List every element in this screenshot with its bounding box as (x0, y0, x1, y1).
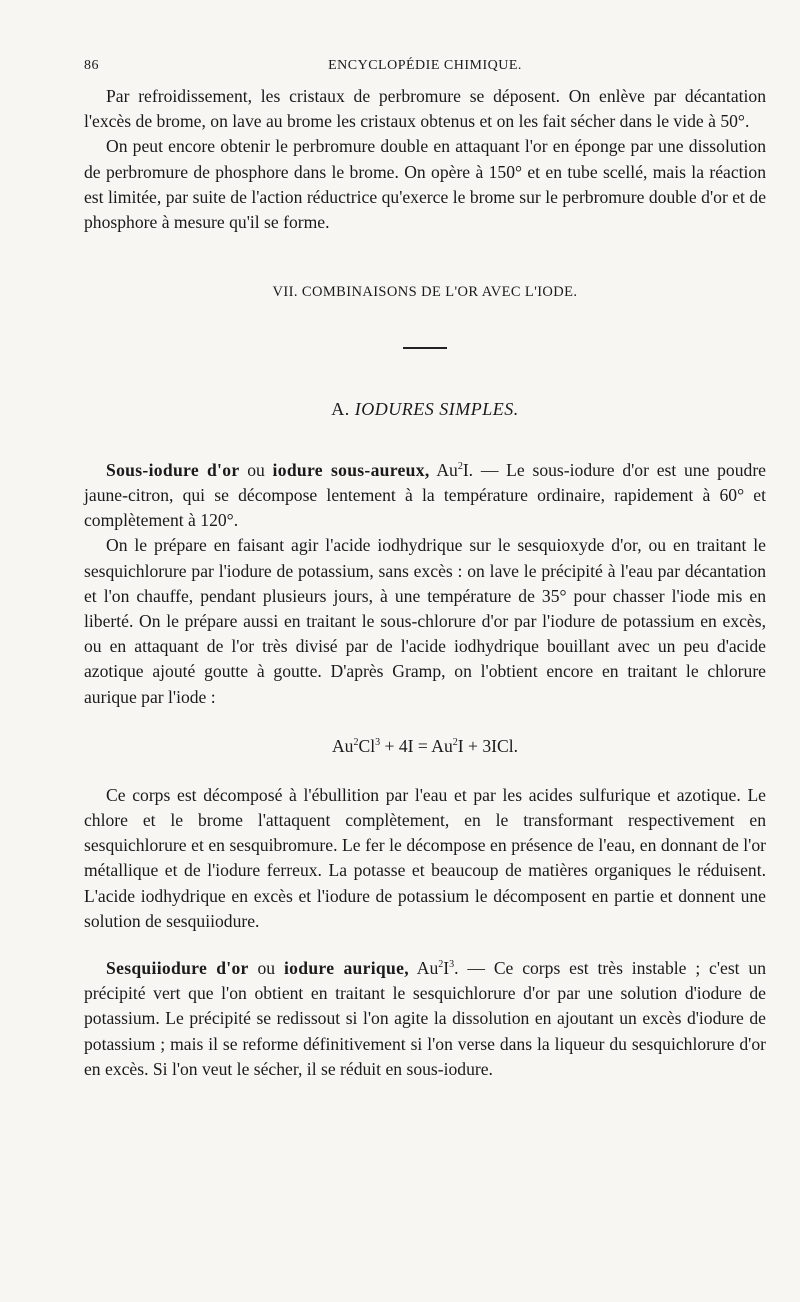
equation-part: + 4I = Au (380, 735, 453, 756)
equation-index: 3 (375, 736, 381, 748)
term-iodure-aurique: iodure aurique, (283, 957, 409, 978)
section-title: VII. COMBINAISONS DE L'OR AVEC L'IODE. (272, 284, 578, 301)
section-divider (403, 347, 447, 349)
subsection-title (84, 399, 766, 420)
equation (84, 736, 766, 757)
term-conjunction: ou (239, 459, 273, 480)
formula-subscript: 2 (438, 959, 444, 971)
term-iodure-sous-aureux: iodure sous-aureux, (272, 459, 430, 480)
paragraph-cooling: Par refroidissement, les cristaux de perbromure se déposent. On enlève par décantation l'excès de brome, on lave au brome les cristaux obtenus et on les fait sécher dans le vide à 50°. (84, 86, 766, 132)
subsection-name: IODURES SIMPLES. (354, 398, 519, 419)
paragraph-sesquiiodure (84, 956, 766, 1082)
formula-part: Au (408, 957, 439, 978)
paragraph-perbromure-double: On peut encore obtenir le perbromure double en attaquant l'or en éponge par une dissolution de perbromure de phosphore dans le brome. On opère à 150° et en tube scellé, mais la réaction est limitée, par suite de l'action réductrice qu'exerce le brome sur le perbromure double d'or et de phosphore à mesure qu'il se forme. (84, 136, 766, 233)
formula-subscript: 3 (449, 959, 455, 971)
formula-part: . (454, 957, 459, 978)
paragraph-sous-iodure (84, 458, 766, 534)
formula-part: Au (429, 459, 458, 480)
term-sesquiiodure: Sesquiiodure d'or (106, 957, 249, 978)
term-sous-iodure: Sous-iodure d'or (106, 459, 240, 480)
running-header (84, 58, 766, 84)
page-number: 86 (84, 58, 99, 73)
paragraph-preparation: On le prépare en faisant agir l'acide iodhydrique sur le sesquioxyde d'or, ou en traitant le sesquichlorure par l'iodure de potassium, sans excès : on lave le précipité à l'eau par décantation et l'on chauffe, pendant plusieurs jours, à une température de 35° pour chasser l'iode mis en liberté. On le prépare aussi en traitant le sous-chlorure d'or par l'iodure de potassium en excès, ou en attaquant de l'or très divisé par de l'acide iodhydrique bouillant avec un peu d'acide azotique ajouté goutte à goutte. D'après Gramp, on l'obtient encore en traitant le chlorure aurique par l'iode : (84, 535, 766, 707)
formula-part: I (443, 957, 450, 978)
paragraph-text: — Ce corps est très instable ; c'est un précipité vert que l'on obtient en traitant le sesquichlorure d'or par une solution d'iodure de potassium. Le précipité se redissout si l'on agite la dissolution en ajoutant un excès d'iodure de potassium ; mais il se reforme définitivement si l'on verse dans la liqueur du sesquichlorure d'or en excès. Si l'on veut le sécher, il se réduit en sous-iodure. (84, 957, 767, 1079)
formula-part: I. (462, 459, 474, 480)
spacer (84, 934, 766, 956)
paragraph-decomposition: Ce corps est décomposé à l'ébullition par l'eau et par les acides sulfurique et azotique. Le chlore et le brome l'attaquent complètement, en le transformant respectivement en sesquichlorure et en sesquibromure. Le fer le décompose en présence de l'eau, en donnant de l'or métallique et de l'iodure ferreux. La potasse et beaucoup de matières organiques le réduisent. L'acide iodhydrique en excès et l'iodure de potassium le décomposent en partie et donnent une solution de sesquiiodure. (84, 784, 766, 931)
equation-part: Cl (358, 735, 376, 756)
subsection-letter: A. (331, 398, 350, 419)
equation-part: I + 3ICl. (457, 735, 519, 756)
page (84, 58, 766, 1082)
equation-part: Au (331, 735, 354, 756)
equation-index: 2 (452, 736, 458, 748)
running-title: ENCYCLOPÉDIE CHIMIQUE. (328, 58, 522, 73)
paragraph-text: — Le sous-iodure d'or est une poudre jaune-citron, qui se décompose lentement à la température ordinaire, rapidement à 60° et complètement à 120°. (84, 459, 766, 531)
term-conjunction: ou (248, 957, 284, 978)
equation-index: 2 (353, 736, 359, 748)
formula-subscript: 2 (457, 460, 463, 472)
